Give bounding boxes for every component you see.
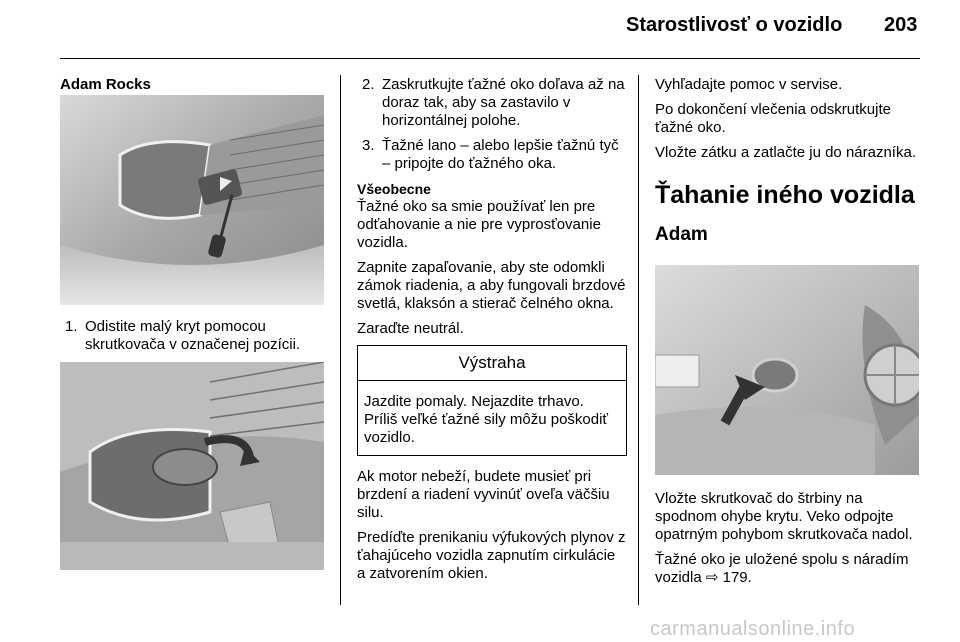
page-number: 203 [884, 14, 918, 36]
towing-cover-illustration [655, 265, 919, 475]
step-2 [357, 76, 627, 130]
paragraph: Vložte skrutkovač do štrbiny na spodnom ohybe krytu. Veko odpojte opatrným pohybom skrutkovača nadol. [655, 490, 913, 543]
page-ref-arrow-icon: ⇨ [705, 569, 719, 586]
step-number: 2. [362, 76, 375, 93]
page-reference-link[interactable]: 179. [722, 569, 752, 586]
step-number: 1. [65, 318, 78, 335]
paragraph: Ak motor nebeží, budete musieť pri brzdení a riadení vyvinúť oveľa väčšiu silu. [357, 468, 610, 521]
step-1 [60, 318, 328, 354]
bumper-cover-illustration [60, 95, 324, 305]
figure-towing-eye-screw-in [60, 362, 324, 570]
subsection-title-adam: Adam [655, 224, 708, 245]
header-rule [60, 58, 920, 59]
step-text: Ťažné lano – alebo lepšie ťažnú tyč – pripojte do ťažného oka. [382, 137, 619, 172]
column-divider-right [638, 75, 639, 605]
reference-text: Ťažné oko je uložené spolu s náradím vozidla [655, 551, 909, 586]
figure-bumper-towing-eye-cover [655, 265, 919, 475]
paragraph: Vložte zátku a zatlačte ju do nárazníka. [655, 144, 916, 161]
watermark-text: carmanualsonline.info [650, 618, 856, 640]
section-heading-adam-rocks: Adam Rocks [60, 76, 151, 93]
step-text: Zaskrutkujte ťažné oko doľava až na doraz tak, aby sa zastavilo v horizontálnej polohe. [382, 76, 625, 129]
middle-column [357, 76, 627, 590]
right-column-lower [655, 490, 920, 594]
page-header-title: Starostlivosť o vozidlo [626, 14, 843, 36]
warning-text: Jazdite pomaly. Nejazdite trhavo. Príliš veľké ťažné sily môžu poškodiť vozidlo. [364, 393, 609, 446]
paragraph: Po dokončení vlečenia odskrutkujte ťažné oko. [655, 101, 891, 136]
left-steps [60, 318, 328, 361]
towing-eye-illustration [60, 362, 324, 570]
step-number: 3. [362, 137, 375, 154]
column-divider-left [340, 75, 341, 605]
section-title: Ťahanie iného vozidla [655, 181, 915, 209]
left-column [60, 76, 325, 94]
paragraph: Vyhľadajte pomoc v servise. [655, 76, 843, 93]
warning-box [357, 345, 627, 456]
step-3 [357, 137, 627, 173]
paragraph: Ťažné oko sa smie používať len pre odťahovanie a nie pre vyprosťovanie vozidla. [357, 198, 601, 251]
reference-paragraph [655, 551, 920, 587]
warning-title: Výstraha [358, 346, 626, 381]
paragraph: Zapnite zapaľovanie, aby ste odomkli zámok riadenia, a aby fungovali brzdové svetlá, klaksón a stierač čelného okna. [357, 259, 626, 312]
paragraph: Zaraďte neutrál. [357, 320, 464, 337]
paragraph: Predíďte prenikaniu výfukových plynov z ťahajúceho vozidla zapnutím cirkulácie a zatvorením okien. [357, 529, 626, 582]
right-column [655, 76, 920, 246]
step-text: Odistite malý kryt pomocou skrutkovača v označenej pozícii. [85, 318, 301, 353]
figure-bumper-cover-screwdriver [60, 95, 324, 305]
general-heading: Všeobecne [357, 181, 431, 197]
